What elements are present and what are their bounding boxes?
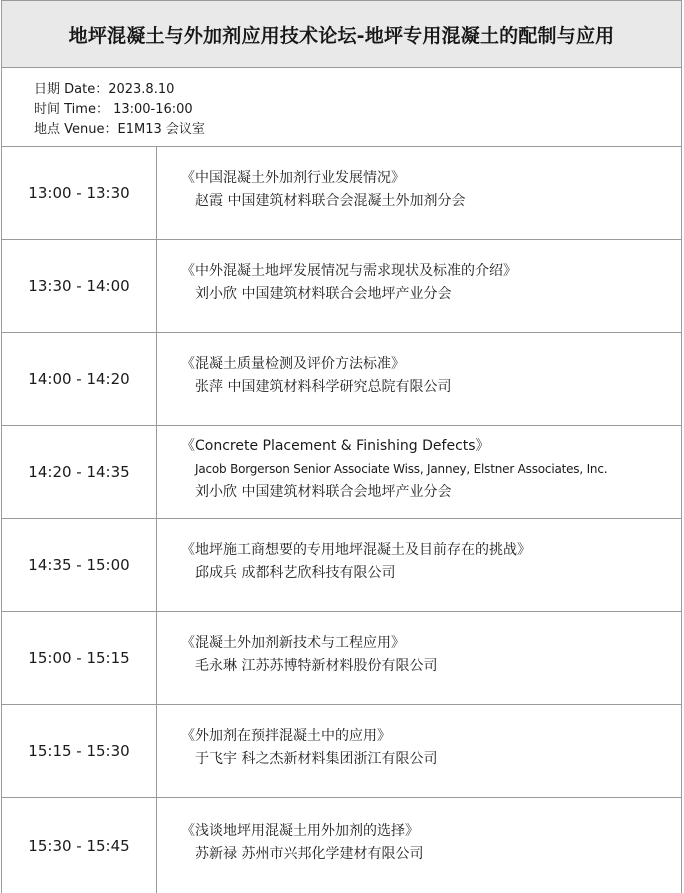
session-content (157, 147, 681, 239)
session-title: 《混凝土外加剂新技术与工程应用》 (181, 635, 405, 651)
event-time: 时间 Time： 13:00-16:00 (34, 102, 193, 117)
session-time: 14:00 - 14:20 (2, 333, 157, 425)
session-time: 14:35 - 15:00 (2, 519, 157, 611)
agenda-header (2, 1, 681, 68)
session-time: 13:30 - 14:00 (2, 240, 157, 332)
session-content (157, 333, 681, 425)
agenda-table (1, 0, 682, 893)
session-content (157, 798, 681, 893)
session-speaker: 刘小欣 中国建筑材料联合会地坪产业分会 (195, 286, 452, 302)
session-speaker: 邱成兵 成都科艺欣科技有限公司 (195, 565, 396, 581)
session-title: 《中外混凝土地坪发展情况与需求现状及标准的介绍》 (181, 263, 517, 279)
session-speaker-english: Jacob Borgerson Senior Associate Wiss, Janney, Elstner Associates, Inc. (195, 461, 608, 476)
session-row (2, 333, 681, 426)
session-title: 《中国混凝土外加剂行业发展情况》 (181, 170, 405, 186)
session-speaker: 张萍 中国建筑材料科学研究总院有限公司 (195, 379, 452, 395)
session-title: 《混凝土质量检测及评价方法标准》 (181, 356, 405, 372)
session-title: 《Concrete Placement & Finishing Defects》 (181, 437, 490, 454)
session-row (2, 519, 681, 612)
session-speaker: 于飞宇 科之杰新材料集团浙江有限公司 (195, 751, 438, 767)
session-speaker: 毛永琳 江苏苏博特新材料股份有限公司 (195, 658, 438, 674)
session-time: 15:00 - 15:15 (2, 612, 157, 704)
session-time: 15:15 - 15:30 (2, 705, 157, 797)
session-time: 14:20 - 14:35 (2, 426, 157, 518)
event-info (2, 68, 681, 147)
session-row (2, 612, 681, 705)
session-speaker: 刘小欣 中国建筑材料联合会地坪产业分会 (195, 483, 452, 500)
event-venue: 地点 Venue：E1M13 会议室 (34, 122, 205, 137)
session-content (157, 240, 681, 332)
session-time: 13:00 - 13:30 (2, 147, 157, 239)
session-row (2, 798, 681, 893)
session-speaker: 苏新禄 苏州市兴邦化学建材有限公司 (195, 845, 424, 862)
session-title: 《地坪施工商想要的专用地坪混凝土及目前存在的挑战》 (181, 542, 531, 558)
session-content (157, 705, 681, 797)
session-content (157, 612, 681, 704)
session-time: 15:30 - 15:45 (2, 798, 157, 893)
session-content (157, 519, 681, 611)
session-title: 《外加剂在预拌混凝土中的应用》 (181, 728, 391, 744)
session-list (2, 147, 681, 893)
event-date: 日期 Date：2023.8.10 (34, 82, 175, 97)
session-content (157, 426, 681, 518)
session-row (2, 426, 681, 519)
page-title: 地坪混凝土与外加剂应用技术论坛-地坪专用混凝土的配制与应用 (68, 24, 615, 47)
session-title: 《浅谈地坪用混凝土用外加剂的选择》 (181, 822, 419, 839)
session-speaker: 赵霞 中国建筑材料联合会混凝土外加剂分会 (195, 193, 466, 209)
session-row (2, 240, 681, 333)
session-row (2, 147, 681, 240)
session-row (2, 705, 681, 798)
